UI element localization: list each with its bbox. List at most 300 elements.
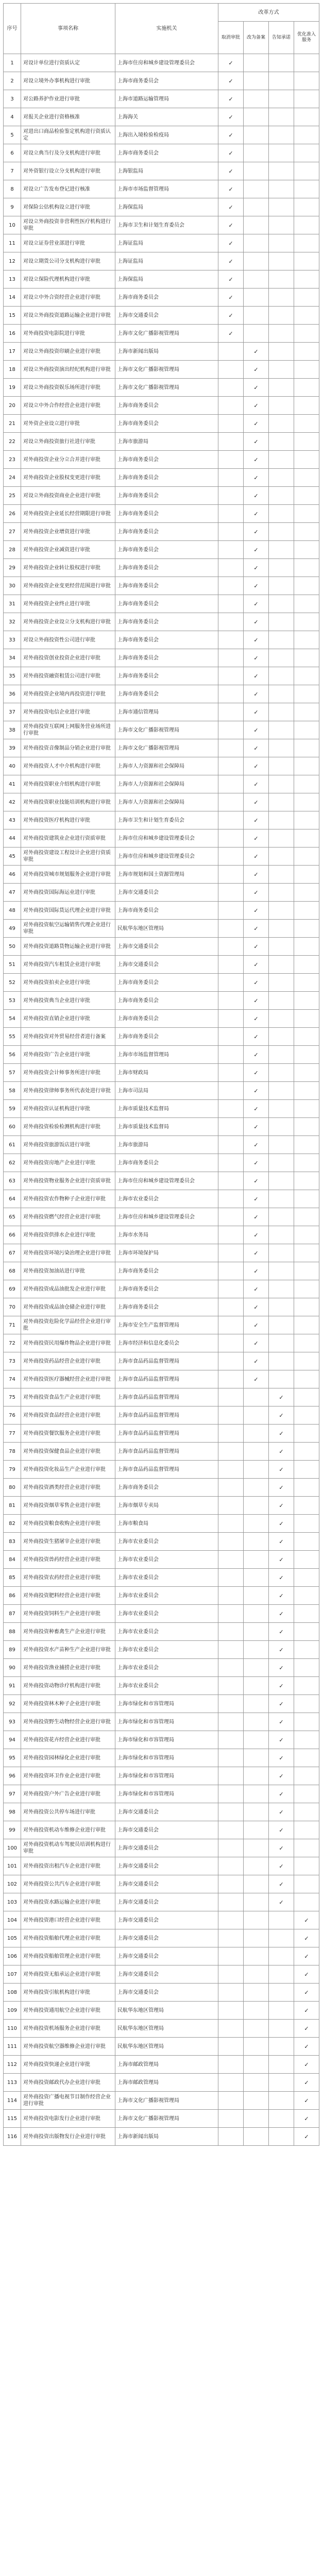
check-mark-icon: ✓ xyxy=(244,1316,269,1334)
row-index: 21 xyxy=(4,415,21,433)
row-item-name: 对外商投资机场服务企业进行审批 xyxy=(21,2020,115,2038)
table-row xyxy=(4,252,319,270)
row-department: 上海海关 xyxy=(115,108,218,126)
row-index: 54 xyxy=(4,1010,21,1028)
row-index: 25 xyxy=(4,487,21,505)
row-item-name: 对外商投资无船承运企业进行审批 xyxy=(21,1965,115,1984)
row-department: 上海市交通委员会 xyxy=(115,307,218,325)
table-row xyxy=(4,1190,319,1208)
empty-mark-cell xyxy=(218,1118,244,1136)
row-item-name: 对外商投资建设工程设计企业进行资质审批 xyxy=(21,848,115,866)
table-row xyxy=(4,1821,319,1839)
empty-mark-cell xyxy=(294,90,319,108)
empty-mark-cell xyxy=(269,90,294,108)
check-mark-icon: ✓ xyxy=(218,270,244,289)
row-item-name: 对外商投资音像制品分销企业进行审批 xyxy=(21,739,115,757)
empty-mark-cell xyxy=(294,1028,319,1046)
row-index: 88 xyxy=(4,1623,21,1641)
row-department: 上海市农业委员会 xyxy=(115,1605,218,1623)
empty-mark-cell xyxy=(244,234,269,252)
empty-mark-cell xyxy=(269,1316,294,1334)
row-department: 上海市通信管理局 xyxy=(115,703,218,721)
table-row xyxy=(4,1551,319,1569)
empty-mark-cell xyxy=(294,1713,319,1731)
empty-mark-cell xyxy=(269,451,294,469)
row-department: 上海证监局 xyxy=(115,234,218,252)
table-row xyxy=(4,397,319,415)
row-item-name: 对外商投资种畜禽生产企业进行审批 xyxy=(21,1623,115,1641)
row-index: 101 xyxy=(4,1857,21,1875)
empty-mark-cell xyxy=(269,1262,294,1280)
empty-mark-cell xyxy=(218,1136,244,1154)
table-row xyxy=(4,974,319,992)
row-index: 46 xyxy=(4,866,21,884)
check-mark-icon: ✓ xyxy=(244,1334,269,1352)
row-index: 35 xyxy=(4,667,21,685)
row-department: 上海市住房和城乡建设管理委员会 xyxy=(115,829,218,848)
check-mark-icon: ✓ xyxy=(244,487,269,505)
empty-mark-cell xyxy=(294,451,319,469)
table-row xyxy=(4,1425,319,1443)
row-index: 72 xyxy=(4,1334,21,1352)
empty-mark-cell xyxy=(218,595,244,613)
empty-mark-cell xyxy=(294,505,319,523)
table-row xyxy=(4,739,319,757)
row-index: 26 xyxy=(4,505,21,523)
empty-mark-cell xyxy=(218,343,244,361)
row-department: 上海市交通委员会 xyxy=(115,956,218,974)
row-department: 上海市商务委员会 xyxy=(115,1298,218,1316)
row-item-name: 对外资银行设立分支机构进行审批 xyxy=(21,162,115,180)
row-index: 37 xyxy=(4,703,21,721)
row-index: 102 xyxy=(4,1875,21,1893)
row-item-name: 对设立外商投资性公司进行审批 xyxy=(21,631,115,649)
empty-mark-cell xyxy=(269,307,294,325)
row-department: 上海市住房和城乡建设管理委员会 xyxy=(115,54,218,72)
row-item-name: 对外商投资企业股权变更进行审批 xyxy=(21,469,115,487)
row-item-name: 对外商投资环境污染治理企业进行审批 xyxy=(21,1244,115,1262)
empty-mark-cell xyxy=(269,72,294,90)
empty-mark-cell xyxy=(294,469,319,487)
empty-mark-cell xyxy=(244,1605,269,1623)
check-mark-icon: ✓ xyxy=(269,1821,294,1839)
row-index: 68 xyxy=(4,1262,21,1280)
check-mark-icon: ✓ xyxy=(218,198,244,216)
empty-mark-cell xyxy=(294,1010,319,1028)
row-item-name: 对设立证券营业部进行审批 xyxy=(21,234,115,252)
table-row xyxy=(4,775,319,793)
row-item-name: 对外商投资生猪屠宰企业进行审批 xyxy=(21,1533,115,1551)
empty-mark-cell xyxy=(294,1857,319,1875)
row-item-name: 对设立外商投资娱乐场所进行审批 xyxy=(21,379,115,397)
check-mark-icon: ✓ xyxy=(218,126,244,144)
row-item-name: 对外资企业设立进行审批 xyxy=(21,415,115,433)
row-department: 上海市商务委员会 xyxy=(115,541,218,559)
table-row xyxy=(4,757,319,775)
row-index: 57 xyxy=(4,1064,21,1082)
empty-mark-cell xyxy=(244,270,269,289)
empty-mark-cell xyxy=(218,1370,244,1388)
empty-mark-cell xyxy=(269,487,294,505)
row-index: 31 xyxy=(4,595,21,613)
row-department: 上海市旅游局 xyxy=(115,433,218,451)
row-item-name: 对外商投资花卉经营企业进行审批 xyxy=(21,1731,115,1749)
empty-mark-cell xyxy=(218,1352,244,1370)
row-index: 32 xyxy=(4,613,21,631)
row-index: 3 xyxy=(4,90,21,108)
empty-mark-cell xyxy=(269,829,294,848)
empty-mark-cell xyxy=(269,523,294,541)
row-item-name: 对外商投资出版物发行企业进行审批 xyxy=(21,2128,115,2146)
table-row xyxy=(4,1244,319,1262)
row-index: 106 xyxy=(4,1947,21,1965)
row-department: 上海市绿化和市容管理局 xyxy=(115,1713,218,1731)
empty-mark-cell xyxy=(269,757,294,775)
row-item-name: 对外商投资国际货运代理企业进行审批 xyxy=(21,902,115,920)
empty-mark-cell xyxy=(244,1461,269,1479)
check-mark-icon: ✓ xyxy=(269,1857,294,1875)
row-index: 114 xyxy=(4,2092,21,2110)
check-mark-icon: ✓ xyxy=(244,649,269,667)
row-index: 96 xyxy=(4,1767,21,1785)
row-index: 16 xyxy=(4,325,21,343)
empty-mark-cell xyxy=(244,307,269,325)
empty-mark-cell xyxy=(269,126,294,144)
check-mark-icon: ✓ xyxy=(269,1659,294,1677)
row-item-name: 对外商投资燃气经营企业进行审批 xyxy=(21,1208,115,1226)
empty-mark-cell xyxy=(294,1226,319,1244)
row-item-name: 对外商投资电影发行企业进行审批 xyxy=(21,2110,115,2128)
table-row xyxy=(4,1316,319,1334)
row-index: 22 xyxy=(4,433,21,451)
row-department: 上海市人力资源和社会保障局 xyxy=(115,775,218,793)
empty-mark-cell xyxy=(218,2020,244,2038)
row-department: 上海市交通委员会 xyxy=(115,1857,218,1875)
table-row xyxy=(4,1388,319,1406)
empty-mark-cell xyxy=(294,920,319,938)
empty-mark-cell xyxy=(294,1749,319,1767)
row-item-name: 对外商投资渔业捕捞企业进行审批 xyxy=(21,1659,115,1677)
empty-mark-cell xyxy=(218,505,244,523)
empty-mark-cell xyxy=(294,307,319,325)
check-mark-icon: ✓ xyxy=(244,1370,269,1388)
empty-mark-cell xyxy=(269,1947,294,1965)
check-mark-icon: ✓ xyxy=(244,523,269,541)
row-index: 82 xyxy=(4,1515,21,1533)
empty-mark-cell xyxy=(294,1244,319,1262)
table-row xyxy=(4,1461,319,1479)
empty-mark-cell xyxy=(294,289,319,307)
empty-mark-cell xyxy=(294,1875,319,1893)
table-row xyxy=(4,1803,319,1821)
row-department: 上海市商务委员会 xyxy=(115,577,218,595)
check-mark-icon: ✓ xyxy=(244,685,269,703)
row-item-name: 对外商投资烟草零售企业进行审批 xyxy=(21,1497,115,1515)
empty-mark-cell xyxy=(294,1154,319,1172)
row-department: 民航华东地区管理局 xyxy=(115,2002,218,2020)
check-mark-icon: ✓ xyxy=(244,1082,269,1100)
empty-mark-cell xyxy=(244,1984,269,2002)
table-row xyxy=(4,1965,319,1984)
row-item-name: 对外商投资水产苗种生产企业进行审批 xyxy=(21,1641,115,1659)
check-mark-icon: ✓ xyxy=(244,361,269,379)
empty-mark-cell xyxy=(294,1172,319,1190)
check-mark-icon: ✓ xyxy=(269,1731,294,1749)
row-department: 上海市绿化和市容管理局 xyxy=(115,1785,218,1803)
empty-mark-cell xyxy=(294,162,319,180)
row-item-name: 对外商投资出租汽车企业进行审批 xyxy=(21,1857,115,1875)
row-index: 12 xyxy=(4,252,21,270)
empty-mark-cell xyxy=(218,1425,244,1443)
empty-mark-cell xyxy=(244,216,269,234)
row-item-name: 对外商投资房地产企业进行审批 xyxy=(21,1154,115,1172)
empty-mark-cell xyxy=(269,649,294,667)
row-department: 上海市交通委员会 xyxy=(115,1984,218,2002)
empty-mark-cell xyxy=(269,1226,294,1244)
row-index: 36 xyxy=(4,685,21,703)
row-department: 上海市司法局 xyxy=(115,1082,218,1100)
row-index: 78 xyxy=(4,1443,21,1461)
table-row xyxy=(4,1010,319,1028)
empty-mark-cell xyxy=(218,2074,244,2092)
check-mark-icon: ✓ xyxy=(244,631,269,649)
empty-mark-cell xyxy=(294,1388,319,1406)
check-mark-icon: ✓ xyxy=(244,739,269,757)
check-mark-icon: ✓ xyxy=(269,1839,294,1857)
empty-mark-cell xyxy=(218,1082,244,1100)
row-index: 39 xyxy=(4,739,21,757)
empty-mark-cell xyxy=(294,325,319,343)
table-row xyxy=(4,1298,319,1316)
empty-mark-cell xyxy=(269,992,294,1010)
table-body xyxy=(4,54,319,2146)
check-mark-icon: ✓ xyxy=(294,2056,319,2074)
check-mark-icon: ✓ xyxy=(269,1893,294,1911)
empty-mark-cell xyxy=(244,1893,269,1911)
table-row xyxy=(4,541,319,559)
empty-mark-cell xyxy=(218,1677,244,1695)
table-row xyxy=(4,884,319,902)
row-index: 24 xyxy=(4,469,21,487)
table-row xyxy=(4,1100,319,1118)
empty-mark-cell xyxy=(218,721,244,739)
empty-mark-cell xyxy=(218,559,244,577)
table-row xyxy=(4,1695,319,1713)
empty-mark-cell xyxy=(294,811,319,829)
table-row xyxy=(4,307,319,325)
row-index: 84 xyxy=(4,1551,21,1569)
row-item-name: 对外商投资邮政代办企业进行审批 xyxy=(21,2074,115,2092)
table-row xyxy=(4,1767,319,1785)
check-mark-icon: ✓ xyxy=(294,2074,319,2092)
empty-mark-cell xyxy=(244,2020,269,2038)
check-mark-icon: ✓ xyxy=(244,1154,269,1172)
empty-mark-cell xyxy=(294,1641,319,1659)
empty-mark-cell xyxy=(294,1082,319,1100)
table-row xyxy=(4,379,319,397)
row-item-name: 对设立外商投资商业企业进行审批 xyxy=(21,487,115,505)
check-mark-icon: ✓ xyxy=(244,1226,269,1244)
row-item-name: 对外商投资保健食品企业进行审批 xyxy=(21,1443,115,1461)
check-mark-icon: ✓ xyxy=(244,541,269,559)
empty-mark-cell xyxy=(218,415,244,433)
table-row xyxy=(4,2074,319,2092)
empty-mark-cell xyxy=(294,595,319,613)
row-department: 上海市农业委员会 xyxy=(115,1551,218,1569)
row-department: 上海市交通委员会 xyxy=(115,884,218,902)
empty-mark-cell xyxy=(269,252,294,270)
row-department: 上海市商务委员会 xyxy=(115,487,218,505)
empty-mark-cell xyxy=(244,1749,269,1767)
empty-mark-cell xyxy=(294,126,319,144)
empty-mark-cell xyxy=(269,595,294,613)
table-row xyxy=(4,1605,319,1623)
table-row xyxy=(4,325,319,343)
empty-mark-cell xyxy=(294,829,319,848)
row-index: 98 xyxy=(4,1803,21,1821)
row-item-name: 对外商投资电影院进行审批 xyxy=(21,325,115,343)
table-row xyxy=(4,126,319,144)
empty-mark-cell xyxy=(269,1244,294,1262)
row-index: 97 xyxy=(4,1785,21,1803)
empty-mark-cell xyxy=(218,1479,244,1497)
row-department: 上海银监局 xyxy=(115,162,218,180)
check-mark-icon: ✓ xyxy=(244,1280,269,1298)
check-mark-icon: ✓ xyxy=(244,848,269,866)
table-row xyxy=(4,1352,319,1370)
row-department: 上海市商务委员会 xyxy=(115,1154,218,1172)
row-index: 30 xyxy=(4,577,21,595)
empty-mark-cell xyxy=(218,1190,244,1208)
row-index: 28 xyxy=(4,541,21,559)
row-department: 上海市财政局 xyxy=(115,1064,218,1082)
empty-mark-cell xyxy=(218,884,244,902)
row-department: 上海市交通委员会 xyxy=(115,1821,218,1839)
empty-mark-cell xyxy=(218,1929,244,1947)
row-index: 6 xyxy=(4,144,21,162)
row-index: 74 xyxy=(4,1370,21,1388)
check-mark-icon: ✓ xyxy=(269,1406,294,1425)
empty-mark-cell xyxy=(269,198,294,216)
empty-mark-cell xyxy=(244,1443,269,1461)
check-mark-icon: ✓ xyxy=(244,829,269,848)
empty-mark-cell xyxy=(218,1587,244,1605)
row-department: 上海市文化广播影视管理局 xyxy=(115,361,218,379)
row-item-name: 对外商投资饲料生产企业进行审批 xyxy=(21,1605,115,1623)
row-index: 90 xyxy=(4,1659,21,1677)
row-index: 50 xyxy=(4,938,21,956)
empty-mark-cell xyxy=(269,216,294,234)
row-department: 上海市安全生产监督管理局 xyxy=(115,1316,218,1334)
empty-mark-cell xyxy=(218,1334,244,1352)
row-department: 上海市农业委员会 xyxy=(115,1569,218,1587)
row-department: 上海市市场监督管理局 xyxy=(115,180,218,198)
row-department: 上海市邮政管理局 xyxy=(115,2056,218,2074)
row-department: 上海市文化广播影视管理局 xyxy=(115,2110,218,2128)
table-row xyxy=(4,1334,319,1352)
table-row xyxy=(4,1515,319,1533)
empty-mark-cell xyxy=(294,902,319,920)
row-item-name: 对外商投资企业终止进行审批 xyxy=(21,595,115,613)
empty-mark-cell xyxy=(294,1136,319,1154)
check-mark-icon: ✓ xyxy=(294,1929,319,1947)
empty-mark-cell xyxy=(218,469,244,487)
row-index: 55 xyxy=(4,1028,21,1046)
empty-mark-cell xyxy=(218,1533,244,1551)
empty-mark-cell xyxy=(294,1821,319,1839)
empty-mark-cell xyxy=(294,848,319,866)
empty-mark-cell xyxy=(269,2038,294,2056)
table-row xyxy=(4,487,319,505)
check-mark-icon: ✓ xyxy=(244,1118,269,1136)
table-row xyxy=(4,703,319,721)
table-row xyxy=(4,1064,319,1082)
row-department: 上海市文化广播影视管理局 xyxy=(115,379,218,397)
row-department: 上海市商务委员会 xyxy=(115,649,218,667)
empty-mark-cell xyxy=(218,1046,244,1064)
empty-mark-cell xyxy=(218,1172,244,1190)
row-index: 111 xyxy=(4,2038,21,2056)
empty-mark-cell xyxy=(269,108,294,126)
empty-mark-cell xyxy=(294,1785,319,1803)
empty-mark-cell xyxy=(244,1388,269,1406)
row-item-name: 对外商投资环卫作业企业进行审批 xyxy=(21,1767,115,1785)
empty-mark-cell xyxy=(218,1605,244,1623)
empty-mark-cell xyxy=(269,1334,294,1352)
empty-mark-cell xyxy=(269,1064,294,1082)
row-index: 40 xyxy=(4,757,21,775)
empty-mark-cell xyxy=(218,685,244,703)
check-mark-icon: ✓ xyxy=(244,343,269,361)
row-index: 7 xyxy=(4,162,21,180)
row-item-name: 对外商投资互联网上网服务营业场所进行审批 xyxy=(21,721,115,739)
check-mark-icon: ✓ xyxy=(269,1533,294,1551)
empty-mark-cell xyxy=(244,1587,269,1605)
check-mark-icon: ✓ xyxy=(244,1100,269,1118)
empty-mark-cell xyxy=(244,1803,269,1821)
row-department: 上海市文化广播影视管理局 xyxy=(115,721,218,739)
row-index: 19 xyxy=(4,379,21,397)
row-item-name: 对外商投资加油站进行审批 xyxy=(21,1262,115,1280)
row-index: 56 xyxy=(4,1046,21,1064)
row-item-name: 对外商投资肥料经营企业进行审批 xyxy=(21,1587,115,1605)
check-mark-icon: ✓ xyxy=(218,325,244,343)
row-index: 10 xyxy=(4,216,21,234)
row-department: 上海市卫生和计划生育委员会 xyxy=(115,811,218,829)
row-item-name: 对设立外商投资道路运输企业进行审批 xyxy=(21,307,115,325)
table-row xyxy=(4,289,319,307)
check-mark-icon: ✓ xyxy=(218,54,244,72)
table-row xyxy=(4,1929,319,1947)
row-department: 上海市商务委员会 xyxy=(115,902,218,920)
empty-mark-cell xyxy=(269,505,294,523)
empty-mark-cell xyxy=(294,234,319,252)
row-index: 45 xyxy=(4,848,21,866)
table-row xyxy=(4,1406,319,1425)
row-department: 上海市食品药品监督管理局 xyxy=(115,1443,218,1461)
row-department: 上海市商务委员会 xyxy=(115,451,218,469)
row-item-name: 对外商投资成品油批发企业进行审批 xyxy=(21,1280,115,1298)
empty-mark-cell xyxy=(218,938,244,956)
table-row xyxy=(4,1677,319,1695)
empty-mark-cell xyxy=(244,2038,269,2056)
row-item-name: 对外商投资粮食收购企业进行审批 xyxy=(21,1515,115,1533)
check-mark-icon: ✓ xyxy=(244,902,269,920)
empty-mark-cell xyxy=(269,1082,294,1100)
empty-mark-cell xyxy=(218,1208,244,1226)
row-item-name: 对外商投资野生动物经营企业进行审批 xyxy=(21,1713,115,1731)
table-row xyxy=(4,2020,319,2038)
